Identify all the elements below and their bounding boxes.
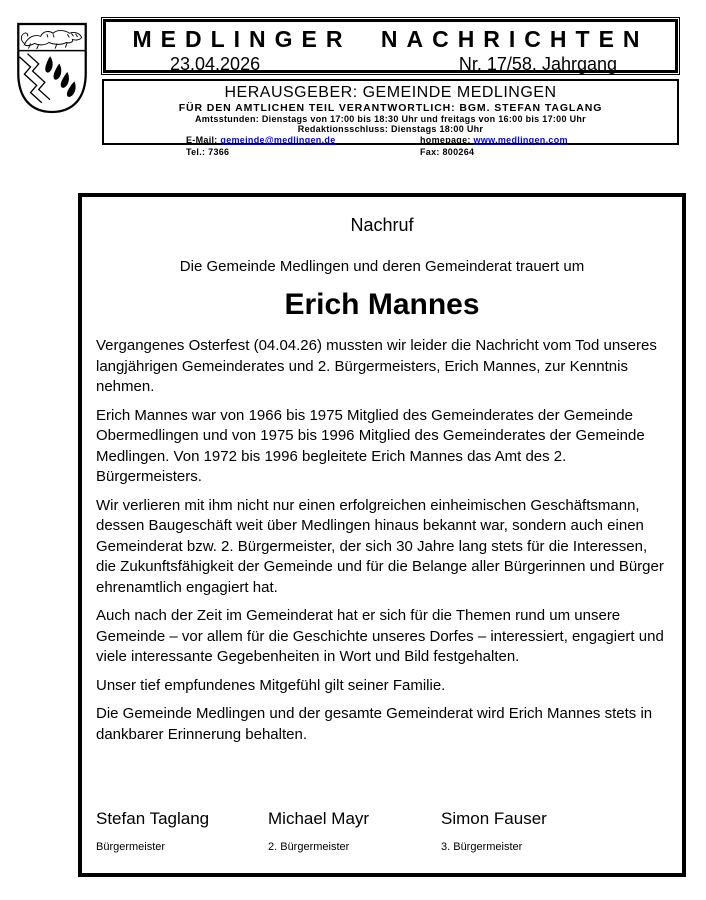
office-hours-line: Amtsstunden: Dienstags von 17:00 bis 18:30 Uhr und freitags von 16:00 bis 17:00 Uhr [194, 114, 586, 124]
obituary-paragraph: Erich Mannes war von 1966 bis 1975 Mitglied des Gemeinderates der Gemeinde Obermedlingen und von 1975 bis 1996 Mitglied des Gemeinderates der Gemeinde Medlingen. Von 1972 bis 1996 begleitete Erich Mannes das Amt des 2. Bürgermeisters. [96, 406, 645, 485]
signature-title: 2. Bürgermeister [268, 841, 350, 853]
homepage-link[interactable]: www.medlingen.com [473, 135, 568, 145]
obituary-paragraph: Vergangenes Osterfest (04.04.26) mussten wir leider die Nachricht vom Tod unseres langjährigen Gemeinderates und 2. Bürgermeisters, Erich Mannes, zur Kenntnis nehmen. [96, 337, 657, 395]
issue-number: Nr. 17/58. Jahrgang [458, 54, 617, 74]
signature-title: 3. Bürgermeister [441, 841, 523, 853]
signature-title: Bürgermeister [96, 841, 166, 853]
obituary-paragraph: Auch nach der Zeit im Gemeinderat hat er sich für die Themen rund um unsere Gemeinde – vor allem für die Geschichte unseres Dorfes – interessiert, engagiert und viele interessante Gegebenheiten in Wort und Bild festgehalten. [96, 607, 664, 665]
obituary-box [78, 193, 686, 877]
issue-date: 23.04.2026 [170, 54, 261, 74]
homepage-label: homepage: [420, 135, 474, 145]
email-link[interactable]: gemeinde@medlingen.de [220, 135, 336, 145]
fax-text: Fax: 800264 [420, 146, 475, 157]
tel-text: Tel.: 7366 [186, 146, 230, 157]
obituary-intro: Die Gemeinde Medlingen und deren Gemeinderat trauert um [179, 258, 585, 275]
signature-name: Simon Fauser [441, 809, 547, 828]
obituary-paragraph: Unser tief empfundenes Mitgefühl gilt seiner Familie. [96, 676, 446, 694]
deceased-name: Erich Mannes [284, 288, 480, 321]
deadline-line: Redaktionsschluss: Dienstags 18:00 Uhr [297, 124, 484, 134]
responsible-line: FÜR DEN AMTLICHEN TEIL VERANTWORTLICH: BGM. STEFAN TAGLANG [178, 102, 603, 114]
obituary-heading: Nachruf [350, 215, 414, 235]
masthead-title-box [103, 19, 678, 73]
signature-name: Michael Mayr [268, 809, 370, 828]
obituary-paragraph: Die Gemeinde Medlingen und der gesamte Gemeinderat wird Erich Mannes stets in dankbarer Erinnerung behalten. [96, 705, 653, 743]
coat-of-arms-icon [16, 22, 88, 114]
publisher-box [102, 79, 679, 157]
signature-block [96, 809, 668, 854]
email-label: E-Mail: [186, 135, 221, 145]
obituary-body [94, 336, 670, 745]
signature [441, 809, 668, 854]
contact-row-1 [104, 135, 677, 146]
signature [96, 809, 268, 854]
signature-name: Stefan Taglang [96, 809, 210, 828]
newsletter-title: MEDLINGER NACHRICHTEN [132, 26, 649, 52]
issue-info-row [106, 53, 675, 75]
contact-row-2 [104, 147, 677, 158]
obituary-paragraph: Wir verlieren mit ihm nicht nur einen erfolgreichen einheimischen Geschäftsmann, dessen Baugeschäft weit über Medlingen hinaus bekannt war, sondern auch einen Gemeinderat bzw. 2. Bürgermeister, der sich 30 Jahre lang stets für die Interessen, die Zukunftsfähigkeit der Gemeinde und für die Belange aller Bürgerinnen und Bürger ehrenamtlich engagiert hat. [96, 496, 664, 596]
publisher-line: HERAUSGEBER: GEMEINDE MEDLINGEN [224, 84, 557, 101]
signature [268, 809, 441, 854]
